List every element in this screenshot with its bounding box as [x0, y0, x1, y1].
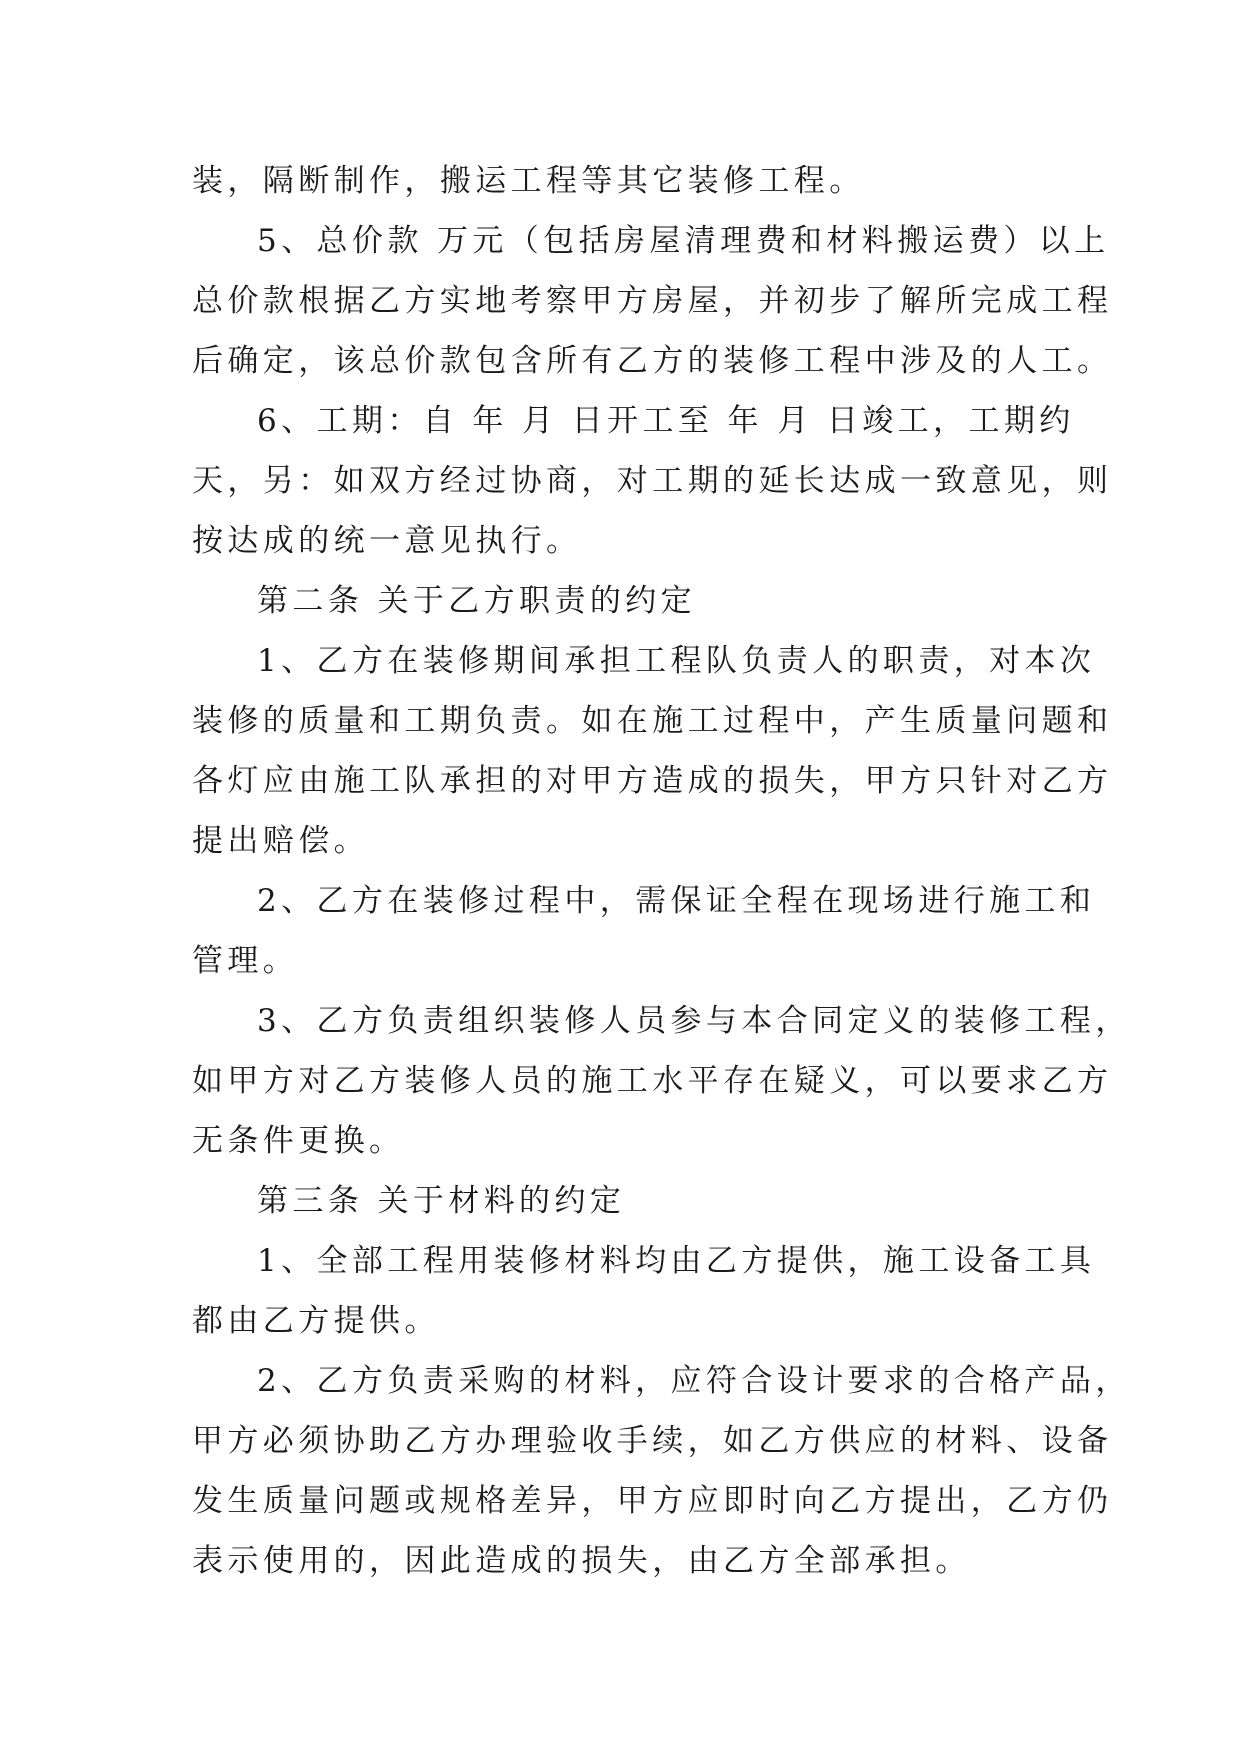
text-line: 2、乙方负责采购的材料，应符合设计要求的合格产品， [257, 1363, 1131, 1399]
text-line: 按达成的统一意见执行。 [192, 523, 582, 559]
text-line: 3、乙方负责组织装修人员参与本合同定义的装修工程， [257, 1003, 1131, 1039]
text-line: 都由乙方提供。 [192, 1303, 440, 1339]
text-line: 天，另：如双方经过协商，对工期的延长达成一致意见，则 [192, 463, 1113, 499]
text-line: 各灯应由施工队承担的对甲方造成的损失，甲方只针对乙方 [192, 763, 1113, 799]
text-line: 管理。 [192, 943, 299, 979]
text-line: 表示使用的，因此造成的损失，由乙方全部承担。 [192, 1543, 971, 1579]
text-line: 装，隔断制作，搬运工程等其它装修工程。 [192, 163, 865, 199]
text-line: 6、工期：自 年 月 日开工至 年 月 日竣工，工期约 [257, 403, 1075, 439]
section-heading: 第二条 关于乙方职责的约定 [257, 583, 697, 619]
text-line: 无条件更换。 [192, 1123, 405, 1159]
section-heading: 第三条 关于材料的约定 [257, 1183, 626, 1219]
text-line: 装修的质量和工期负责。如在施工过程中，产生质量问题和 [192, 703, 1113, 739]
text-line: 发生质量问题或规格差异，甲方应即时向乙方提出，乙方仍 [192, 1483, 1113, 1519]
text-line: 5、总价款 万元（包括房屋清理费和材料搬运费）以上 [257, 223, 1110, 259]
document-body [192, 151, 1131, 1591]
text-line: 如甲方对乙方装修人员的施工水平存在疑义，可以要求乙方 [192, 1063, 1113, 1099]
text-line: 后确定，该总价款包含所有乙方的装修工程中涉及的人工。 [192, 343, 1113, 379]
text-line: 1、全部工程用装修材料均由乙方提供，施工设备工具 [257, 1243, 1096, 1279]
text-line: 2、乙方在装修过程中，需保证全程在现场进行施工和 [257, 883, 1096, 919]
text-line: 提出赔偿。 [192, 823, 369, 859]
text-line: 甲方必须协助乙方办理验收手续，如乙方供应的材料、设备 [192, 1423, 1113, 1459]
text-line: 1、乙方在装修期间承担工程队负责人的职责，对本次 [257, 643, 1096, 679]
text-line: 总价款根据乙方实地考察甲方房屋，并初步了解所完成工程 [192, 283, 1113, 319]
